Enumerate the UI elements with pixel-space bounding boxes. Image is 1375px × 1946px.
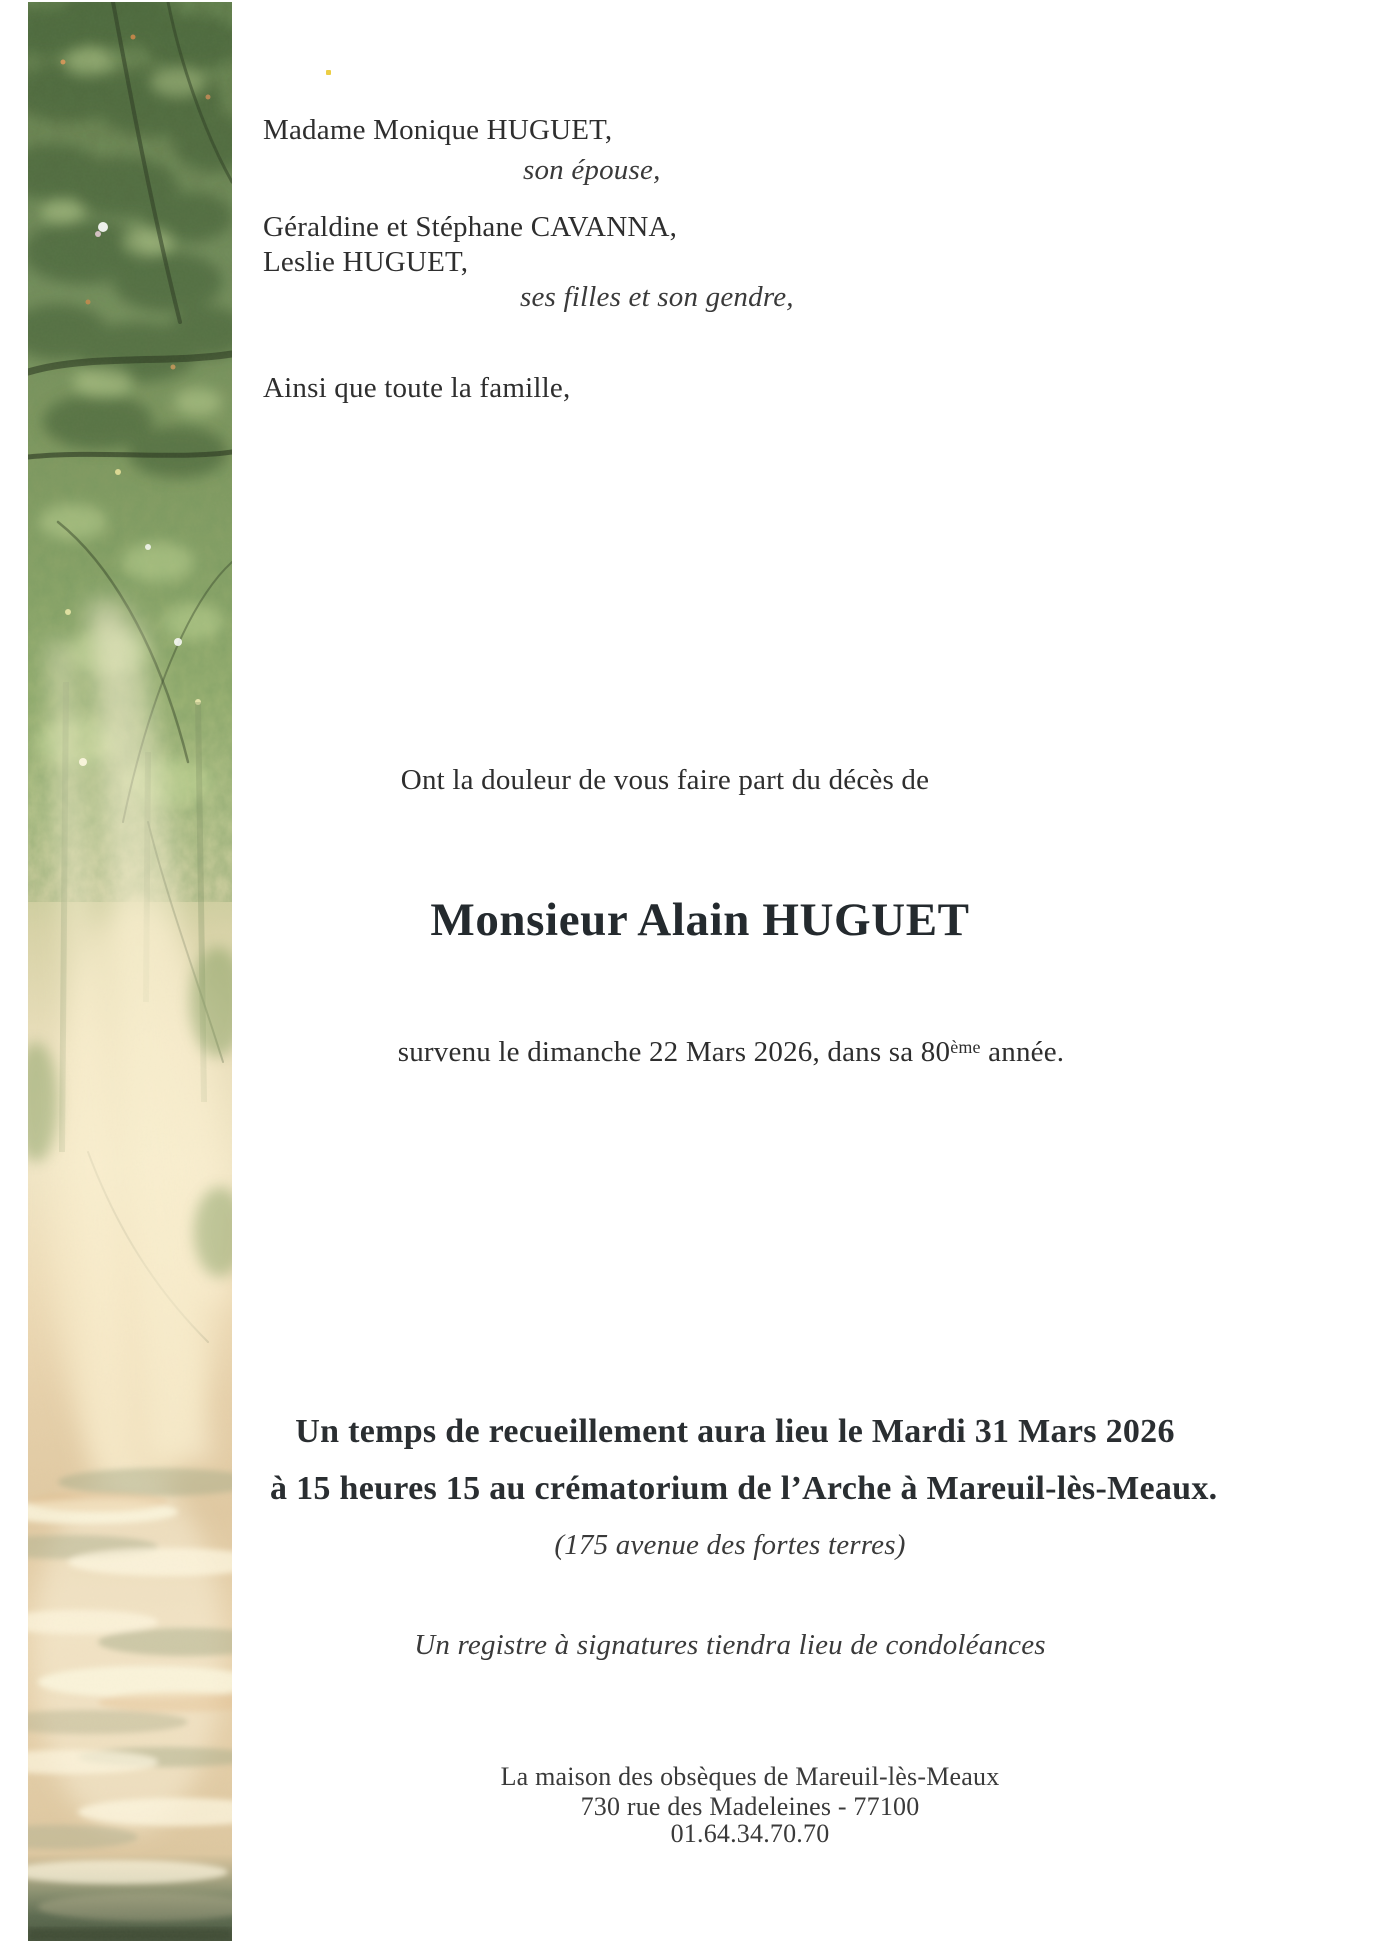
relation-daughters: ses filles et son gendre, bbox=[520, 281, 794, 313]
ceremony-line1: Un temps de recueillement aura lieu le Mardi 31 Mars 2026 bbox=[295, 1413, 1175, 1450]
ceremony-line2: à 15 heures 15 au crématorium de l’Arche à Mareuil-lès-Meaux. bbox=[270, 1470, 1218, 1507]
death-date-suffix: année. bbox=[980, 1036, 1065, 1068]
ceremony-address-note: (175 avenue des fortes terres) bbox=[554, 1529, 906, 1561]
funeral-home-phone: 01.64.34.70.70 bbox=[670, 1819, 830, 1848]
announcement-intro: Ont la douleur de vous faire part du décès de bbox=[400, 764, 930, 796]
family-member-wife: Madame Monique HUGUET, bbox=[263, 114, 613, 146]
family-rest: Ainsi que toute la famille, bbox=[263, 372, 571, 404]
register-note: Un registre à signatures tiendra lieu de condoléances bbox=[414, 1629, 1046, 1661]
funeral-home-address: 730 rue des Madeleines - 77100 bbox=[580, 1792, 920, 1821]
family-member-daughter-couple: Géraldine et Stéphane CAVANNA, bbox=[263, 211, 678, 243]
death-date-line bbox=[266, 1036, 1196, 1069]
scan-speck bbox=[326, 70, 331, 75]
funeral-home-name: La maison des obsèques de Mareuil-lès-Meaux bbox=[500, 1762, 1000, 1791]
deceased-name: Monsieur Alain HUGUET bbox=[430, 894, 970, 946]
relation-wife: son épouse, bbox=[523, 154, 661, 186]
death-date-prefix: survenu le dimanche 22 Mars 2026, dans sa 80 bbox=[397, 1036, 951, 1068]
forest-path-illustration bbox=[28, 2, 232, 1941]
family-member-daughter: Leslie HUGUET, bbox=[263, 246, 469, 278]
death-date-ordinal-suffix: ème bbox=[950, 1036, 981, 1057]
forest-path-photo bbox=[28, 2, 232, 1941]
